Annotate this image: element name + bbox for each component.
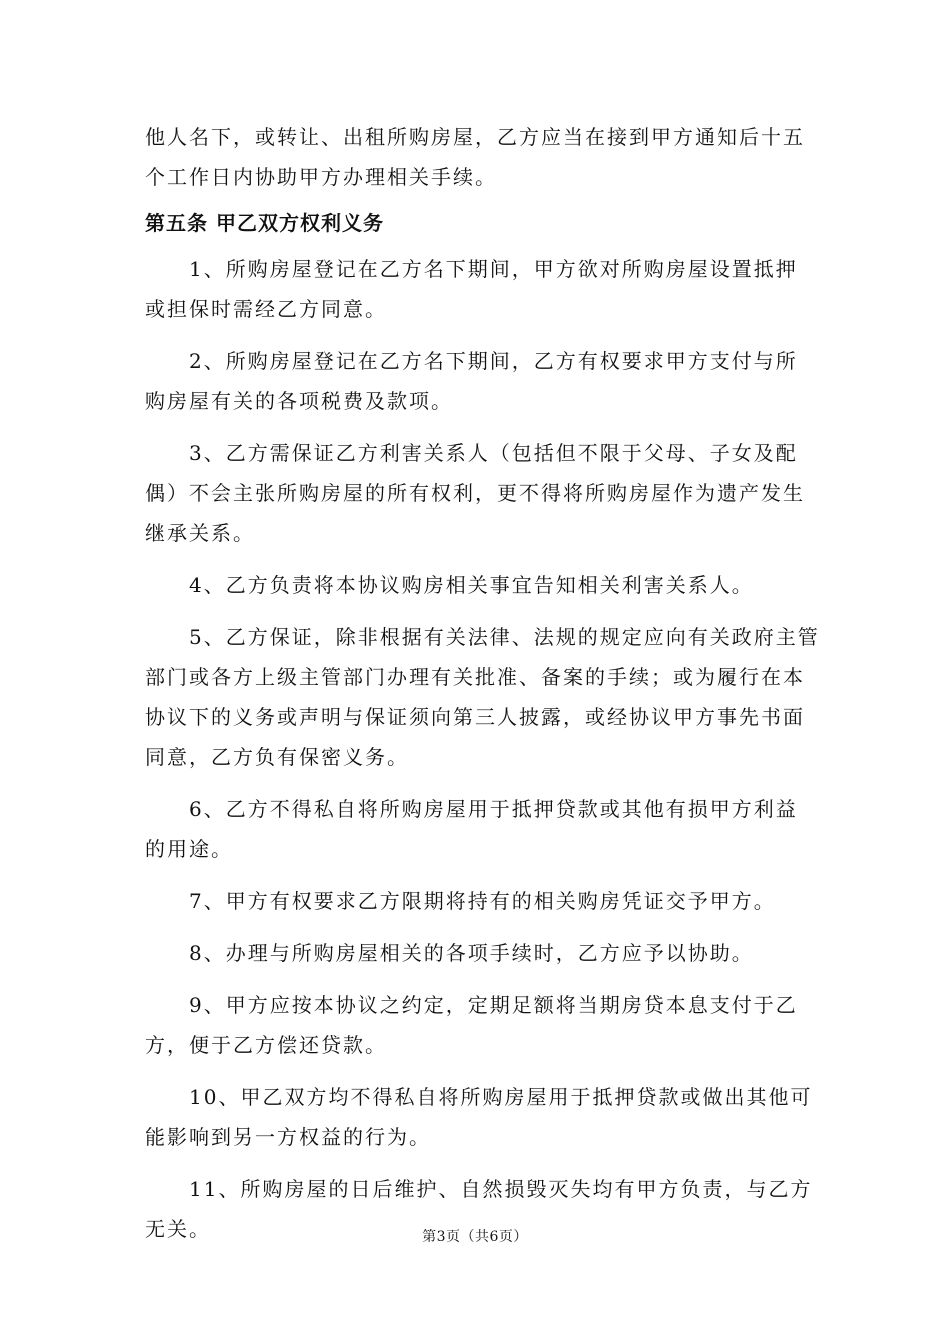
clause-line: 的用途。: [145, 837, 233, 861]
clause-line: 或担保时需经乙方同意。: [145, 297, 387, 321]
clause-item: [145, 789, 810, 869]
clause-line: 3、乙方需保证乙方利害关系人（包括但不限于父母、子女及配: [189, 441, 798, 465]
clause-line: 11、所购房屋的日后维护、自然损毁灭失均有甲方负责，与乙方: [189, 1177, 813, 1201]
page-number: 第3页（共6页）: [422, 1229, 528, 1245]
clause-line: 部门或各方上级主管部门办理有关批准、备案的手续；或为履行在本: [145, 665, 805, 689]
clause-line: 方，便于乙方偿还贷款。: [145, 1033, 387, 1057]
clause-item: [145, 433, 810, 553]
clause-line: 6、乙方不得私自将所购房屋用于抵押贷款或其他有损甲方利益: [189, 797, 798, 821]
clause-line: 8、办理与所购房屋相关的各项手续时，乙方应予以协助。: [189, 941, 754, 965]
article-heading: 第五条 甲乙双方权利义务: [145, 211, 384, 235]
clause-line: 同意，乙方负有保密义务。: [145, 745, 409, 769]
clause-item: [145, 881, 810, 921]
clause-line: 4、乙方负责将本协议购房相关事宜告知相关利害关系人。: [189, 573, 754, 597]
clause-line: 2、所购房屋登记在乙方名下期间，乙方有权要求甲方支付与所: [189, 349, 798, 373]
clause-item: [145, 565, 810, 605]
clause-line: 无关。: [145, 1217, 211, 1241]
clause-line: 1、所购房屋登记在乙方名下期间，甲方欲对所购房屋设置抵押: [189, 257, 798, 281]
clause-item: [145, 617, 820, 777]
clause-line: 9、甲方应按本协议之约定，定期足额将当期房贷本息支付于乙: [189, 993, 798, 1017]
clause-item: [145, 933, 810, 973]
clause-line: 继承关系。: [145, 521, 255, 545]
clause-line: 协议下的义务或声明与保证须向第三人披露，或经协议甲方事先书面: [145, 705, 805, 729]
body-text-line: 他人名下，或转让、出租所购房屋，乙方应当在接到甲方通知后十五: [145, 125, 805, 149]
clause-line: 10、甲乙双方均不得私自将所购房屋用于抵押贷款或做出其他可: [189, 1085, 813, 1109]
clause-line: 5、乙方保证，除非根据有关法律、法规的规定应向有关政府主管: [189, 625, 820, 649]
clause-item: [145, 341, 810, 421]
clause-line: 7、甲方有权要求乙方限期将持有的相关购房凭证交予甲方。: [189, 889, 776, 913]
document-body: [145, 117, 820, 1249]
clause-line: 偶）不会主张所购房屋的所有权利，更不得将所购房屋作为遗产发生: [145, 481, 805, 505]
clause-item: [145, 985, 810, 1065]
clause-line: 购房屋有关的各项税费及款项。: [145, 389, 453, 413]
clause-item: [145, 1077, 813, 1157]
clause-line: 能影响到另一方权益的行为。: [145, 1125, 431, 1149]
clause-item: [145, 249, 810, 329]
body-text-line: 个工作日内协助甲方办理相关手续。: [145, 165, 497, 189]
